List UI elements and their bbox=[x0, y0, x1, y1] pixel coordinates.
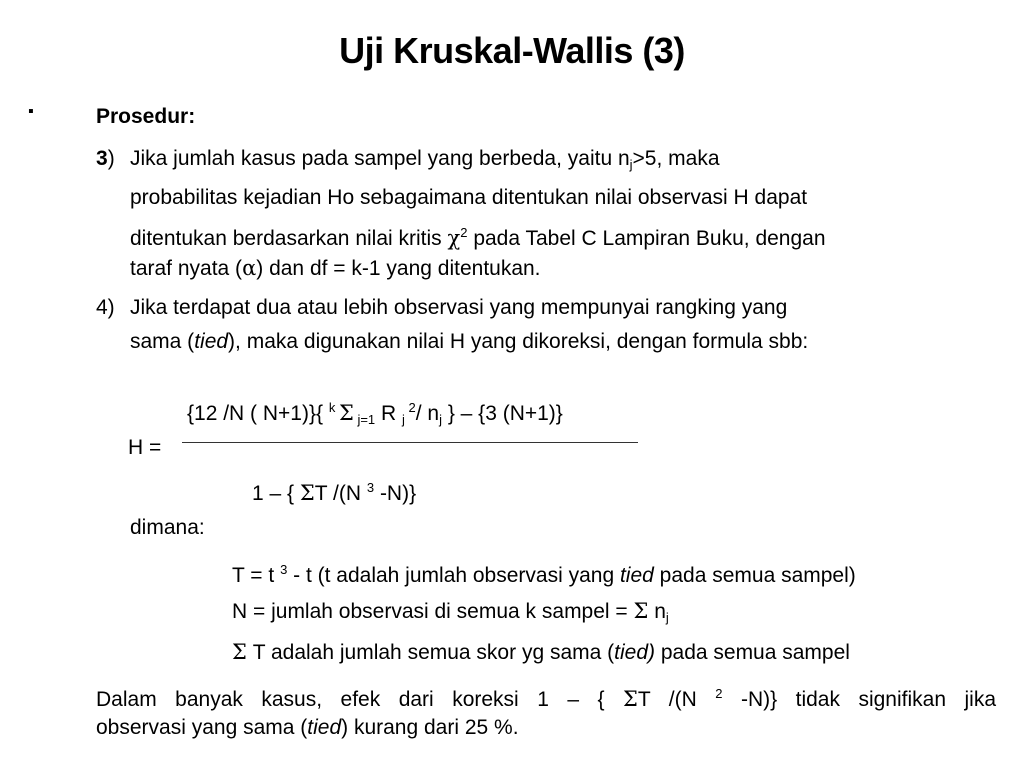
num-sup-k: k bbox=[328, 400, 339, 415]
definition-T bbox=[232, 556, 856, 590]
slide-title: Uji Kruskal-Wallis (3) bbox=[339, 30, 685, 71]
closing-post: -N)} tidak signifikan jika bbox=[722, 688, 996, 711]
closing-pre: Dalam banyak kasus, efek dari koreksi 1 – { bbox=[96, 688, 623, 711]
section-heading: Prosedur: bbox=[96, 105, 196, 128]
item-4-number: 4) bbox=[96, 296, 115, 319]
formula-lhs: H = bbox=[128, 436, 162, 459]
item-3-text-end: >5, maka bbox=[632, 147, 720, 170]
subscript-j: j bbox=[629, 157, 633, 172]
closing-sup: 2 bbox=[715, 686, 723, 701]
sigma-symbol: Σ bbox=[338, 401, 354, 425]
fraction-line bbox=[182, 442, 638, 443]
closing-line-2-italic: tied bbox=[307, 716, 342, 739]
def-N-n: n bbox=[648, 600, 666, 623]
num-sub-jj: j bbox=[439, 412, 442, 427]
item-3-text: Jika jumlah kasus pada sampel yang berbeda, yaitu n bbox=[130, 147, 630, 170]
den-sigma-symbol: Σ bbox=[299, 481, 315, 505]
def-T-mid: - t (t adalah jumlah observasi yang bbox=[287, 564, 620, 587]
def-T-sup: 3 bbox=[280, 562, 288, 577]
definition-sum-T bbox=[232, 638, 850, 667]
def-sumT-post: pada semua sampel bbox=[655, 641, 850, 664]
def-T-pre: T = t bbox=[232, 564, 281, 587]
den-part-c: -N)} bbox=[374, 482, 417, 505]
closing-line-2 bbox=[96, 714, 519, 742]
num-part-a: {12 /N ( N+1)}{ bbox=[187, 402, 329, 425]
item-3-line-4-end: ) dan df = k-1 yang ditentukan. bbox=[256, 257, 541, 280]
num-part-b: / n bbox=[415, 402, 440, 425]
closing-line-2-post: ) kurang dari 25 %. bbox=[341, 716, 519, 739]
def-sumT-pre: T adalah jumlah semua skor yg sama ( bbox=[246, 641, 615, 664]
den-part-b: T /(N bbox=[314, 482, 367, 505]
item-3-num: 3 bbox=[96, 147, 108, 170]
item-3-line-3-end: pada Tabel C Lampiran Buku, dengan bbox=[467, 227, 826, 250]
def-N-sigma: Σ bbox=[633, 599, 649, 623]
num-sup-2: 2 bbox=[408, 400, 416, 415]
def-sumT-italic: tied) bbox=[614, 641, 655, 664]
closing-line-1 bbox=[96, 680, 996, 714]
item-3-line-1 bbox=[130, 145, 720, 179]
def-sumT-sigma: Σ bbox=[232, 640, 247, 664]
closing-line-2-pre: observasi yang sama ( bbox=[96, 716, 308, 739]
num-part-c: } – {3 (N+1)} bbox=[441, 402, 563, 425]
def-T-italic: tied bbox=[619, 564, 654, 587]
def-N-pre: N = jumlah observasi di semua k sampel = bbox=[232, 600, 634, 623]
item-4-line-2-end: ), maka digunakan nilai H yang dikoreksi, dengan formula sbb: bbox=[228, 330, 809, 353]
closing-sigma: Σ bbox=[623, 687, 638, 711]
chi-symbol: χ bbox=[447, 226, 461, 250]
tied-italic: tied bbox=[194, 330, 229, 353]
num-sub-j1: j=1 bbox=[353, 412, 376, 427]
item-3-line-2: probabilitas kejadian Ho sebagaimana ditentukan nilai observasi H dapat bbox=[130, 186, 808, 209]
bullet-square-icon: ▪ bbox=[28, 103, 34, 120]
item-4-line-1: Jika terdapat dua atau lebih observasi yang mempunyai rangking yang bbox=[130, 296, 788, 319]
num-R: R bbox=[375, 402, 402, 425]
den-part-a: 1 – { bbox=[252, 482, 300, 505]
def-N-sub: j bbox=[665, 610, 669, 625]
num-sub-j: j bbox=[402, 412, 409, 427]
definition-N bbox=[232, 597, 669, 632]
item-3-line-4 bbox=[130, 254, 541, 283]
def-T-post: pada semua sampel) bbox=[653, 564, 856, 587]
dimana-label: dimana: bbox=[130, 516, 205, 539]
item-4-line-2 bbox=[130, 328, 808, 356]
item-3-number bbox=[96, 145, 115, 173]
superscript-2: 2 bbox=[460, 225, 468, 240]
formula-denominator bbox=[252, 474, 416, 508]
closing-mid: T /(N bbox=[637, 688, 716, 711]
alpha-symbol: α bbox=[242, 256, 257, 280]
item-3-line-4-text: taraf nyata ( bbox=[130, 257, 243, 280]
formula-numerator bbox=[187, 394, 563, 434]
item-3-line-3 bbox=[130, 219, 826, 253]
den-sup-3: 3 bbox=[366, 480, 375, 495]
item-3-paren: ) bbox=[107, 147, 115, 170]
item-3-line-3-text: ditentukan berdasarkan nilai kritis bbox=[130, 227, 448, 250]
item-4-line-2-text: sama ( bbox=[130, 330, 195, 353]
